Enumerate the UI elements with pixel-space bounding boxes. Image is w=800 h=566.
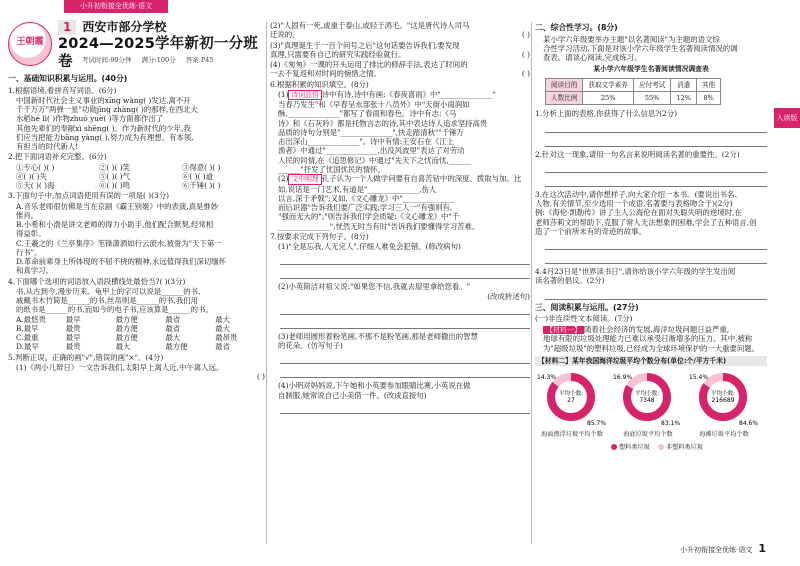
legend-swatch-icon [611,444,617,450]
option-row[interactable] [8,342,265,351]
answer-line[interactable] [545,136,767,147]
idiom-blank[interactable]: ④( )( )失 [16,171,48,181]
text-line: 千千万万"两弹一星"功勋jīng zhàng( )的那样,在西北大 [16,105,198,115]
section-title: 一、基础知识积累与运用。(40分) [8,74,128,83]
text-line: ______"抒发了忧国忧民的情怀。 [278,164,385,174]
paren-blank[interactable]: ( ) [256,372,265,382]
table-cell: 25% [583,92,634,105]
donut-percent: 85.7% [587,420,607,428]
text-line: ______________",恍然无时当有时"告诉我们要懂得学习苦难。 [278,221,480,231]
option-cell: 最省 [215,342,230,352]
donut-svg [535,369,767,431]
text-line [270,69,530,78]
exam-title: 2024—2025学年新初一分班卷 [58,36,258,71]
question-4: 4.下面哪个选项的词语放入语段横线处最恰当?( )(3分) [8,276,186,286]
option-cell: 最早 [65,314,81,324]
text-line: 造了一个前所未有的奇迹的故事。 [535,226,646,236]
table-title: 某小学六年级学生名著阅读情况调查表 [593,65,709,74]
donut-caption: 海滩垃圾平均个数 [699,431,749,439]
legend-swatch-icon [658,444,664,450]
option-row[interactable] [8,324,265,333]
material-2-title: 【材料二】某年我国海洋垃圾平均个数分布(单位:个/平方千米) [535,356,767,366]
question-2: 2.把下面词语补充完整。(6分) [8,152,107,162]
text-line: 有担当的时代新人! [16,142,79,152]
school-name: 西安市部分学校 [82,20,167,34]
text-line: 地球有限的垃圾处理能力已难以承受日渐增多的压力。其中,被称 [543,334,753,344]
paren-blank[interactable]: ( ) [521,49,530,59]
question-7: 7.按要求完成下列句子。(8分) [270,231,369,241]
text-line: 人物,有关情节,至少选用一个成语,名著要与表格吻合于)(2分) [535,199,733,209]
donut-2 [613,374,680,427]
option-text: 惟肖。 [16,210,39,220]
text-line: "强而无大的";"则告诉我们学会质疑;《文心雕龙》中"千 [278,212,460,222]
option-cell: A.最悠贵 [16,314,46,324]
donut-center-value: 7348 [639,397,655,405]
text-line-content: 真理,只需要有自己的研究实践经验就行。 [270,49,406,59]
question-7-3: (3)老师用圆形着粉笔画,不那不是粉笔画,那是老师撒出的智慧 [278,331,478,341]
question-6-part1 [270,90,530,174]
text-line: 某小学六年级要举办主题"以名著阅读"为主题的语文综 [543,34,720,44]
option-cell: 最省 [165,314,181,324]
donut-center-value: 216689 [711,397,735,405]
brand-logo [8,22,52,66]
sub-section-title: (一)非连续性文本阅读。(7分) [535,314,633,324]
text-line [270,50,530,59]
donut-legend [605,444,767,452]
answer-line[interactable] [545,176,767,187]
question-7-3-b: 的花朵。(仿写句子) [278,341,343,351]
question-1: 1.根据语境,看拼音写词语。(6分) [8,85,117,95]
exam-time: 考试时间:90分钟 [82,56,132,64]
text-line: 中国新时代社会主义事业的xīng wàng( )发达,离不开 [16,95,191,105]
column-left [8,20,265,381]
text-line: 查表。请谈心阅读,完成练习。 [543,53,642,63]
legend-label: 非塑料类垃圾 [665,444,704,452]
sub-question-2: 2.针对这一现象,请用一句名言来说明阅读名著的重要性。(2分) [535,149,740,159]
text-line: 酥,______________"都写了春雨和春色。诗中有志:《马 [278,109,457,119]
option-text: D.革命前辈身上所体现的不屈不挠的精神,永远值得我们深切缅怀 [16,257,226,267]
donut-3 [689,374,758,427]
judge-2 [270,21,530,40]
footer-text: 小升初衔接全优练·语文 [680,546,753,555]
text-line: 击出深山______________"。诗中有情:王安石在《江上 [278,137,454,147]
option-text: C.王羲之的《兰亭集序》笔锋潇洒如行云流水,被誉为"天下第一 [16,238,222,248]
exam-meta [82,56,222,64]
option-text: 行书"。 [16,247,42,257]
sub-question-1: 1.分析上面的表格,你获得了什么信息?(2分) [535,109,678,119]
tag-label: 文中明理 [288,174,321,184]
donut-center-value: 27 [567,397,575,405]
donut-1 [537,374,606,427]
text-line: 其他先辈们的奉献xì shēng( )。作为新时代的少年,我 [16,123,191,133]
donut-percent: 14.3% [537,374,557,382]
tag-label: 诗词品悟 [288,90,321,100]
option-cell: 最省 [165,323,181,333]
text-line: 人民的同情,在《追思修记》中通过"先天下之忧而忧,______ [278,155,471,165]
question-6: 6.根据积累的知识填空。(8分) [270,79,369,89]
option-cell: 最方便 [115,314,138,324]
section-title: 二、综合性学习。(8分) [535,23,618,32]
text-line: 的纸书是______的书,而如今的电子书,应该算是______的书。 [16,305,213,315]
material-1 [535,325,767,353]
table-row [546,92,721,105]
idiom-blank[interactable]: ②( )( )笑 [99,162,131,172]
text-line: 合性学习活动,下面是对该小学六年级学生名著阅读情况的调 [543,43,738,53]
donut-percent: 83.1% [661,420,681,428]
option-cell: 最大 [215,314,230,324]
text-line: 戚戴书木竹简是______的书,丝帛则是______的书,我们用 [16,296,199,306]
answer-line[interactable] [280,268,530,279]
option-cell: B.最早 [16,323,39,333]
text-line: 诗》和《石灰吟》都是托物言志的诗,其中表达诗人追求坚持高贵 [278,118,488,128]
question-1-body [8,96,265,152]
donut-percent: 15.4% [689,374,709,382]
question-7-4: (4)小明对妈妈说,下午她和小英要参加眼睛比赛,小英说在做 [278,381,471,391]
sub-question-4 [535,267,767,286]
answer-line[interactable] [545,289,767,300]
text-line: (2) 文中明理 孔子认为一个人做学问要有自喜苦钻中的深度、拨取与加。比 [278,174,522,184]
page-footer [680,542,766,556]
option-cell: 最昂贵 [215,333,238,343]
text-line: (4)《匆匆》一课的开头运用了排比的修辞手法,表达了时间的 [270,60,468,69]
option-cell: 最方便 [165,342,188,352]
option-text: 和真学习。 [16,266,53,276]
text-line: 当春乃发生"和《早春呈水部张十八员外》中"天街小雨润如 [278,100,470,110]
text-line: 老师莎莉文的帮助下,克服了常人无法想象的困难,学会了五种语言,创 [535,217,757,227]
text-line: 读名著的倡议。(2分) [535,276,605,286]
exam-header [8,20,265,70]
option-cell: 最大 [215,323,230,333]
option-cell: D.最早 [16,342,39,352]
legend-label: 塑料类垃圾 [619,444,650,452]
answer-line[interactable] [280,403,530,414]
intro-text [535,35,767,63]
donut-percent: 84.6% [739,420,759,428]
question-3: 3.下面句子中,加点词语使用有误的一项是( )(3分) [8,191,170,201]
option-row[interactable] [8,315,265,324]
logo-text: 王朝霞 [16,37,44,47]
answer-line[interactable] [545,239,767,250]
text-line: 4.4月23日是"世界读书日",请你给该小学六年级的学生发出阅 [535,267,736,277]
donut-caption: 海底垃圾平均个数 [623,431,673,439]
text-line: 品质的诗句分别是"______________",快走踏清秋""千锤万 [278,127,464,137]
table-cell: 消遣 [671,78,697,91]
section-title: 三、阅读积累与运用。(27分) [535,302,639,312]
text-line-content: 孔子认为一个人做学问要有自喜苦钻中的深度、拨取与加。比 [321,174,522,184]
idiom-row [8,181,265,190]
paren-blank[interactable]: ( ) [521,30,530,40]
text-line: (3)"真理诞生于一百个问号之后"这句话要告诉我们,要发现 [270,40,460,50]
answer-paren[interactable] [8,372,265,381]
idiom-blank[interactable]: ⑥( )( )鸣 [99,181,131,191]
judge-3 [270,41,530,60]
school-title [58,20,166,35]
idiom-row [8,163,265,172]
exam-score: 满分:100分 [141,56,176,64]
answer-line[interactable] [280,254,530,265]
answer-line[interactable] [280,304,530,315]
answer-line[interactable] [545,122,767,133]
answer-line[interactable] [280,353,530,364]
question-7-1: (1)"全是忘我,人无完人",仔细人难免会犯错。(修改病句) [278,242,461,252]
text-line-content: 一去不复返和对时间的惋惜之情。 [270,69,381,79]
text-line [270,30,530,39]
idiom-row [8,172,265,181]
option-cell: 最早 [65,333,81,343]
option-cell: 最贵 [65,342,81,352]
column-right [535,20,767,452]
answer-line[interactable] [280,367,530,378]
question-5-1: (1)《两小儿辩日》一文告诉我们,太阳早上离人近,中午离人远。 [16,362,224,372]
question-5: 5.判断正误。正确的画"√",错误的画"×"。(4分) [8,352,164,362]
text-line: 们应当把能力bāng yàng( ),努力成为有理想、有本领, [16,132,194,142]
option-cell: 最方便 [115,333,138,343]
sub-question-3 [535,190,767,236]
header-banner: 小升初衔接全优练·语文 [64,0,168,13]
table-cell: 应付考试 [633,78,670,91]
option-row[interactable] [8,333,265,342]
option-text: 得益彰。 [16,229,46,239]
table-cell: 获取文学素养 [583,78,634,91]
table-cell: 阅读目的 [546,78,583,91]
text-line: 以言,深于矛戟";又如,《文心雕龙》中"______________ [278,193,455,203]
donut-charts [535,369,767,444]
option-cell: 最大 [115,342,131,352]
text-line: (2)"人固有一死,或重于泰山,或轻于鸿毛。"这是唐代诗人司马 [270,21,470,30]
question-6-part2 [270,174,530,231]
answer-line[interactable] [545,162,767,173]
idiom-blank[interactable]: ③得意( )( ) [182,162,221,172]
option-cell: 最大 [165,333,181,343]
text-line: 水稻hé lì( )作物zhuó yuè( )等方面都作出了 [16,114,164,124]
text-line-content: 随着社会经济的发展,海洋垃圾问题日益严重, [584,324,730,334]
option-cell: 最贵 [65,323,81,333]
paren-blank[interactable]: ( ) [521,69,530,79]
page-number: 1 [758,542,766,556]
exam-number: 1 [58,20,76,35]
question-7-4-b: 自制服,她常说自己小美借一件。(改成直接句) [278,390,427,400]
answer-line[interactable] [545,253,767,264]
table-cell: 人数比例 [546,92,583,105]
text-line: 为"超级垃圾"的塑料垃圾,已经成为全球环境保护的一大重要问题。 [543,343,760,353]
text-line: 例:《海伦·凯勒传》讲了主人公海伦在面对失聪失明的逆境时,在 [535,208,742,218]
option-cell: C.最重 [16,333,39,343]
option-text: B.小希和小渤是讲文老师的得力小助手,他们配合默契,经常相 [16,220,214,230]
donut-caption: 海面漂浮垃圾平均个数 [541,431,603,439]
idiom-blank[interactable]: ⑤天( )( )海 [16,181,55,191]
table-row [546,78,721,91]
option-text: A.音乐老师很仿佛是当在京剧《霸王别姬》中的表演,真是惟妙 [16,201,219,211]
question-3-options [8,202,265,276]
text-line: 渔者》中通过"______________,出没风波里"表达了对劳动 [278,146,465,156]
question-7-2: (2)小英简洁对祖父说:"如果您不信,我就去屋里拿给您看。" [278,282,471,292]
text-line: 如,说话是一门艺术,有道是"______________,伤人 [278,184,437,194]
donut-center-label: 平均个数: [635,391,659,398]
side-tab[interactable]: 入读版 [774,108,800,128]
judge-4 [270,60,530,79]
material-tag: 【材料一】 [543,326,584,335]
text-line [543,325,767,335]
text-line: 3.在这次活动中,请你想样子,向大家介绍一本书。(要说出书名、 [535,189,742,199]
text-line-content: 迁说的。 [270,30,300,40]
idiom-blank[interactable]: ①专心( )( ) [16,162,55,172]
option-cell: 最方便 [115,323,138,333]
text-line: (1) 诗词品悟 诗中有诗,诗中有画:《春夜喜雨》中"______________" [278,89,496,99]
table-cell: 8% [696,92,720,105]
column-divider [531,22,532,544]
table-cell: 12% [671,92,697,105]
idiom-blank[interactable]: ⑥( )( )道 [182,171,214,181]
table-cell: 其他 [696,78,720,91]
survey-table [545,78,721,105]
donut-center-label: 平均个数: [711,391,735,398]
question-4-body [8,287,265,315]
column-middle [270,20,530,417]
answer-line[interactable] [280,318,530,329]
donut-percent: 16.9% [613,374,633,382]
text-line-content: 诗中有诗,诗中有画:《春夜喜雨》中"______________" [321,89,496,99]
text-line: 而后识器"告诉我们要广泛实践;学习三人一"有强则有, [278,203,453,213]
question-7-2-req: (改成转述句) [487,291,530,301]
idiom-blank[interactable]: ⑥千锤( )( ) [182,181,221,191]
column-divider [266,22,267,544]
exam-answer: 答案:P45 [185,56,214,64]
table-cell: 55% [633,92,670,105]
donut-center-label: 平均个数: [559,391,583,398]
idiom-blank[interactable]: ⑤( )( )气 [99,171,131,181]
text-line: 书,从古到今,漫步历来。龟甲上的字可以说是______的书, [16,286,201,296]
